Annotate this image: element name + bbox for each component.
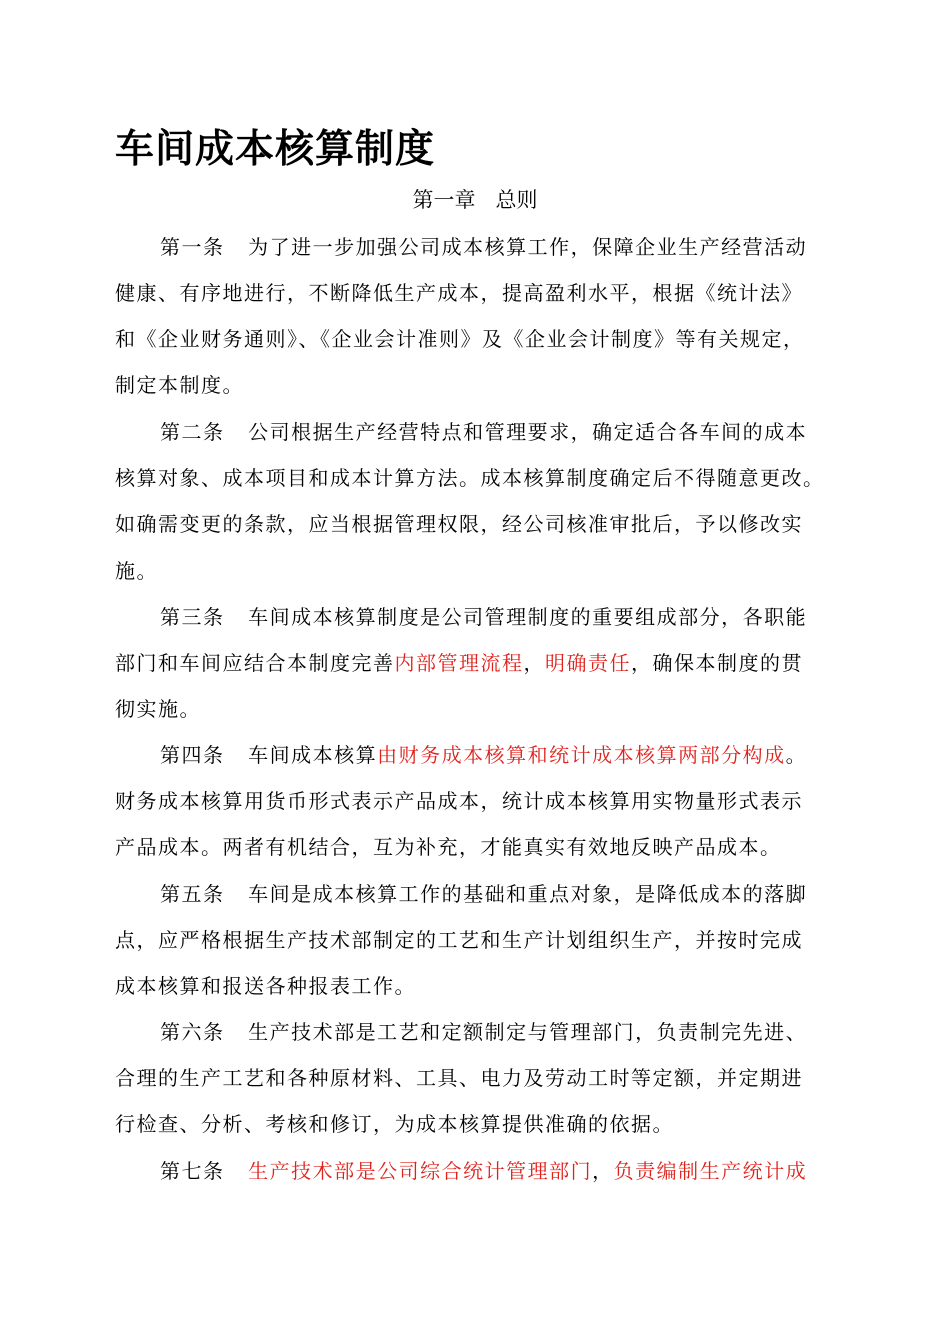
- article-label: 第二条: [160, 420, 225, 444]
- article-text: 生产技术部是工艺和定额制定与管理部门，负责制完先进、: [248, 1020, 808, 1044]
- article-text: ，: [592, 1159, 614, 1183]
- article-text: 制定本制度。: [115, 373, 244, 397]
- article-text: 公司根据生产经营特点和管理要求，确定适合各车间的成本: [248, 420, 808, 444]
- article-1-first-line: [160, 231, 807, 260]
- article-text: 产品成本。两者有机结合，互为补充，才能真实有效地反映产品成本。: [115, 835, 782, 859]
- article-text: 成本核算和报送各种报表工作。: [115, 974, 416, 998]
- article-label: 第七条: [160, 1159, 225, 1183]
- article-text: 财务成本核算用货币形式表示产品成本，统计成本核算用实物量形式表示: [115, 789, 803, 813]
- article-text: 。: [785, 743, 808, 767]
- article-text: 健康、有序地进行，不断降低生产成本，提高盈利水平，根据《统计法》: [115, 281, 803, 305]
- article-6-first-line: [160, 1016, 807, 1045]
- highlighted-text: 生产技术部是公司综合统计管理部门: [248, 1159, 593, 1183]
- article-text: 为了进一步加强公司成本核算工作，保障企业生产经营活动: [248, 235, 808, 259]
- article-text: ，: [523, 651, 545, 675]
- document-title: 车间成本核算制度: [115, 126, 436, 172]
- article-text: 如确需变更的条款，应当根据管理权限，经公司核准审批后，予以修改实: [115, 512, 803, 536]
- article-3-first-line: [160, 601, 807, 630]
- article-label: 第五条: [160, 882, 225, 906]
- article-3-second-line: [115, 647, 803, 676]
- article-text: 合理的生产工艺和各种原材料、工具、电力及劳动工时等定额，并定期进: [115, 1066, 803, 1090]
- highlighted-text: 由财务成本核算和统计成本核算两部分构成: [377, 743, 786, 767]
- article-text: 行检查、分析、考核和修订，为成本核算提供准确的依据。: [115, 1112, 674, 1136]
- article-text: 车间成本核算制度是公司管理制度的重要组成部分，各职能: [248, 605, 808, 629]
- article-text: 和《企业财务通则》、《企业会计准则》及《企业会计制度》等有关规定，: [115, 327, 805, 351]
- article-text: 点，应严格根据生产技术部制定的工艺和生产计划组织生产，并按时完成: [115, 928, 803, 952]
- article-label: 第六条: [160, 1020, 225, 1044]
- highlighted-text: 负责编制生产统计成: [613, 1159, 808, 1183]
- article-2-first-line: [160, 416, 807, 445]
- article-text: 车间是成本核算工作的基础和重点对象，是降低成本的落脚: [248, 882, 808, 906]
- article-text: ，确保本制度的贯: [631, 651, 803, 675]
- article-label: 第一条: [160, 235, 225, 259]
- article-7-first-line: [160, 1155, 807, 1184]
- article-text: 部门和车间应结合本制度完善: [115, 651, 395, 675]
- article-text: 车间成本核算: [248, 743, 378, 767]
- highlighted-text: 明确责任: [545, 651, 631, 675]
- article-text: 彻实施。: [115, 697, 201, 721]
- chapter-heading: 第一章 总则: [412, 188, 538, 212]
- article-text: 施。: [115, 559, 158, 583]
- article-text: 核算对象、成本项目和成本计算方法。成本核算制度确定后不得随意更改。: [115, 466, 825, 490]
- article-4-first-line: [160, 739, 807, 768]
- article-5-first-line: [160, 878, 807, 907]
- article-label: 第四条: [160, 743, 225, 767]
- article-label: 第三条: [160, 605, 225, 629]
- highlighted-text: 内部管理流程: [394, 651, 524, 675]
